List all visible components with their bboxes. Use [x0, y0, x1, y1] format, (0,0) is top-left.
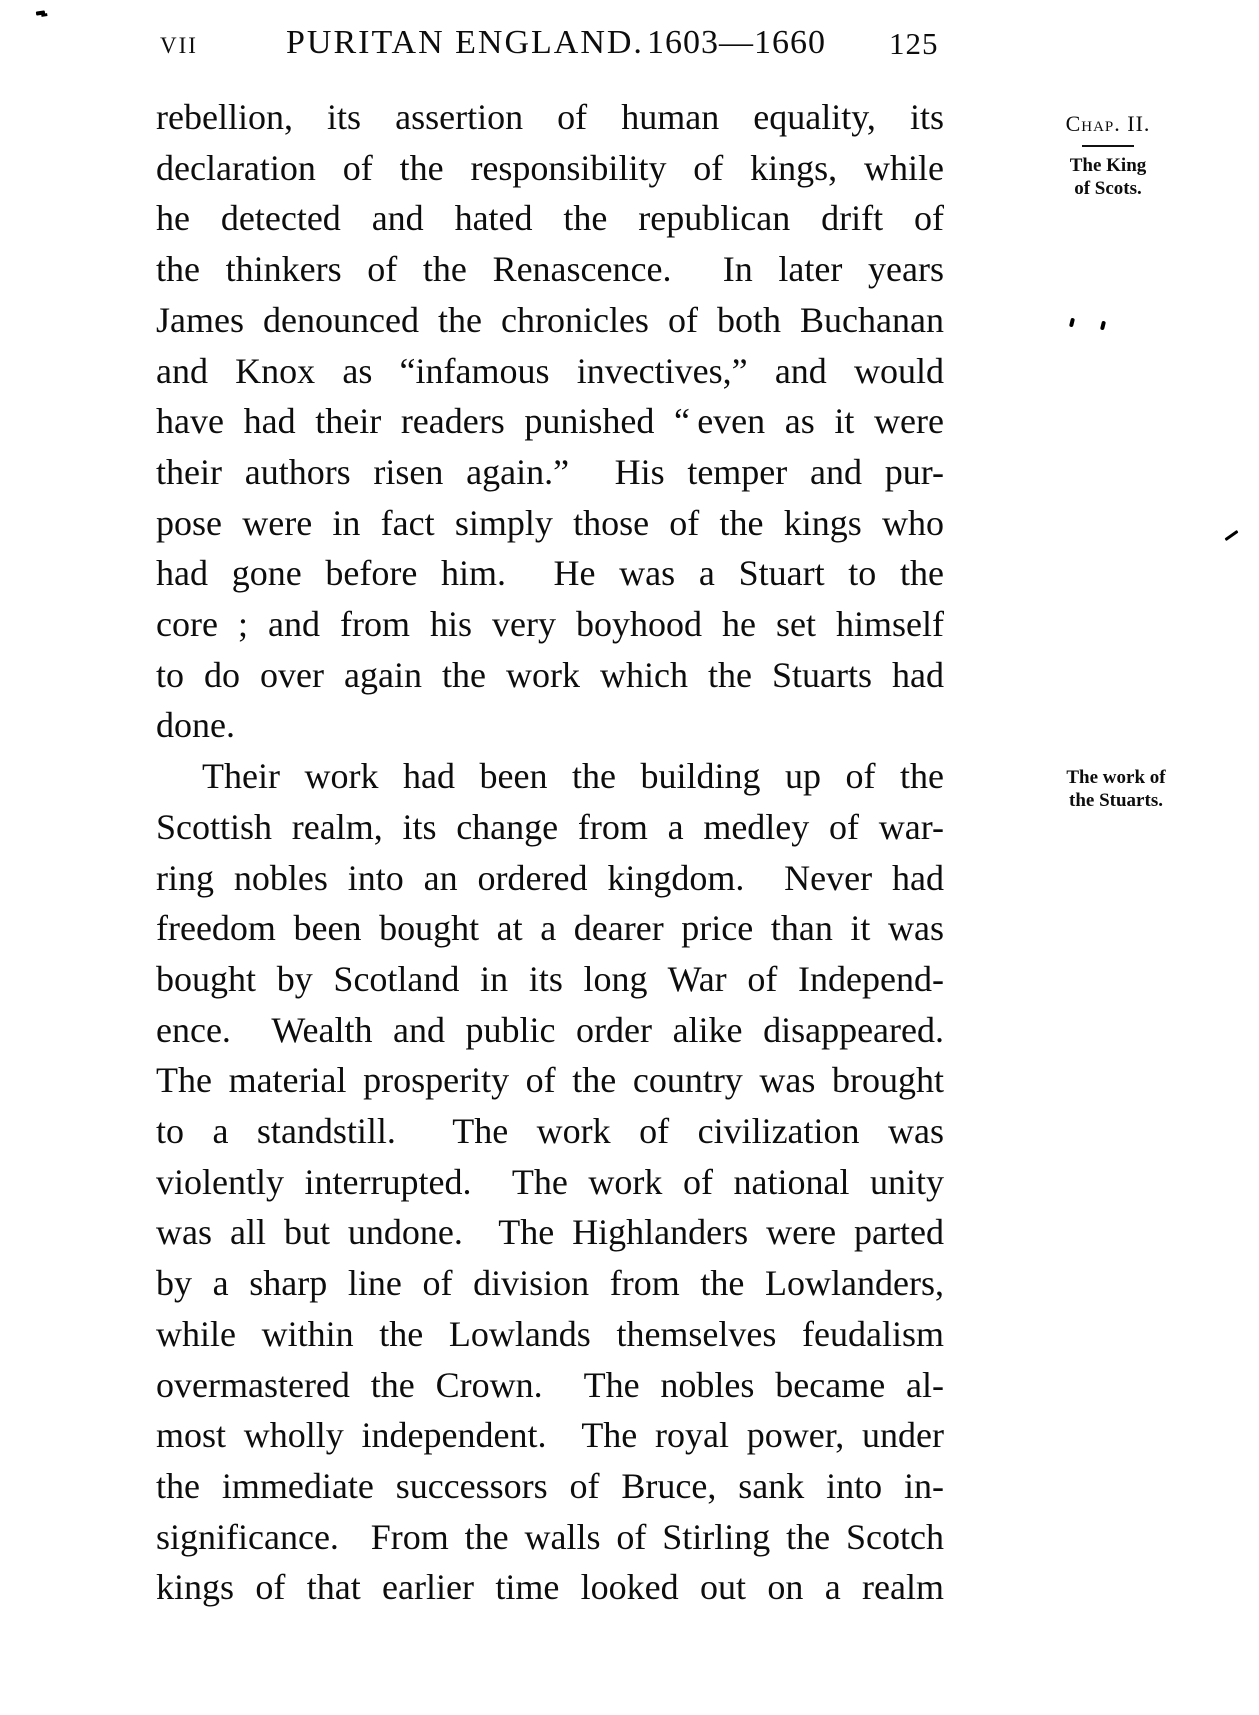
text-line: The material prosperity of the country was brought: [156, 1060, 944, 1101]
text-line: done.: [156, 705, 235, 746]
body-text: [156, 92, 944, 1613]
text-line: pose were in fact simply those of the kings who: [156, 502, 944, 543]
text-line: had gone before him. He was a Stuart to the: [156, 553, 944, 594]
text-line: violently interrupted. The work of national unity: [156, 1161, 944, 1202]
scan-speck: [1100, 321, 1106, 331]
scan-speck: [1069, 318, 1075, 328]
text-line: the immediate successors of Bruce, sank into in-: [156, 1465, 944, 1506]
header-chapter-numeral: VII: [160, 33, 198, 58]
text-line: and Knox as “infamous invectives,” and would: [156, 350, 944, 391]
text-line: declaration of the responsibility of kings, while: [156, 147, 944, 188]
text-line: ence. Wealth and public order alike disappeared.: [156, 1009, 944, 1050]
text-line: overmastered the Crown. The nobles became al-: [156, 1364, 944, 1405]
margin-note-stuarts: [1036, 766, 1196, 812]
text-line: significance. From the walls of Stirling the Scotch: [156, 1516, 944, 1557]
text-line: core ; and from his very boyhood he set himself: [156, 604, 944, 645]
running-header: [0, 0, 1259, 70]
header-book-title: PURITAN ENGLAND.: [286, 24, 644, 61]
text-line: Scottish realm, its change from a medley of war-: [156, 806, 944, 847]
margin-note-line: of Scots.: [1074, 178, 1142, 199]
text-line: to do over again the work which the Stuarts had: [156, 654, 944, 695]
text-line: freedom been bought at a dearer price than it was: [156, 908, 944, 949]
text-line: ring nobles into an ordered kingdom. Never had: [156, 857, 944, 898]
text-line: most wholly independent. The royal power, under: [156, 1415, 944, 1456]
header-page-number: 125: [889, 26, 939, 61]
text-line: bought by Scotland in its long War of Independ-: [156, 958, 944, 999]
text-line: James denounced the chronicles of both Buchanan: [156, 299, 944, 340]
paragraph-2: [156, 751, 944, 1613]
text-line: to a standstill. The work of civilization was: [156, 1111, 944, 1152]
paragraph-1: [156, 92, 944, 751]
header-date-range: 1603—1660: [647, 24, 826, 61]
text-line: kings of that earlier time looked out on a realm: [156, 1567, 944, 1608]
text-line: he detected and hated the republican drift of: [156, 198, 944, 239]
chapter-label: Chap. II.: [1065, 111, 1151, 136]
text-line: rebellion, its assertion of human equality, its: [156, 97, 944, 137]
text-line: the thinkers of the Renascence. In later years: [156, 249, 944, 290]
margin-note-line: the Stuarts.: [1069, 790, 1163, 811]
text-line: have had their readers punished “ even as it were: [156, 401, 944, 442]
text-line: while within the Lowlands themselves feudalism: [156, 1313, 944, 1354]
margin-note-chapter: [1046, 112, 1170, 200]
margin-note-line: The King: [1069, 155, 1147, 176]
scan-speck: [1224, 530, 1238, 541]
text-line: Their work had been the building up of the: [202, 756, 944, 797]
text-line: their authors risen again.” His temper and pur-: [156, 451, 944, 492]
text-line: by a sharp line of division from the Lowlanders,: [156, 1263, 944, 1304]
margin-note-rule: [1082, 145, 1134, 147]
margin-note-line: The work of: [1066, 767, 1166, 788]
scan-speck: [36, 10, 45, 15]
text-line: was all but undone. The Highlanders were parted: [156, 1212, 944, 1253]
